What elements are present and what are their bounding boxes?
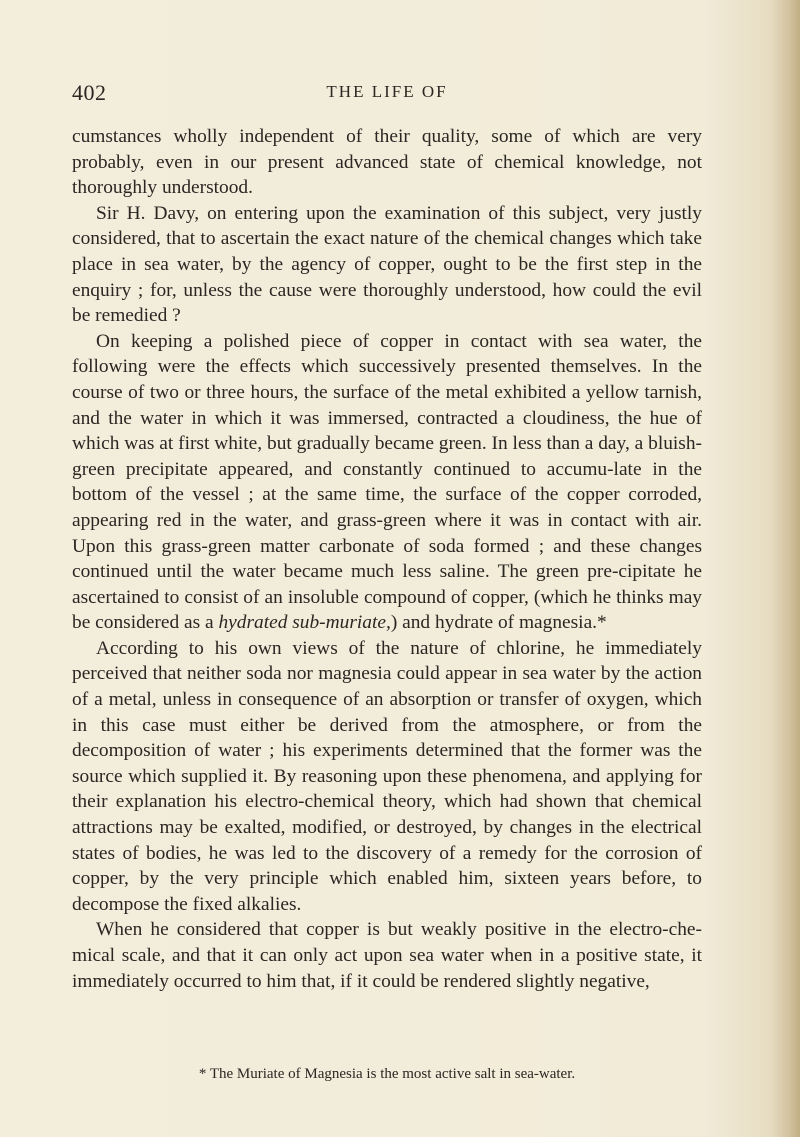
paragraph-2: Sir H. Davy, on entering upon the examination of this subject, very justly considered, that to ascertain the exact nature of the chemical changes which take place in sea water, by the agency of copper, ought to be the first step in the enquiry ; for, unless the cause were thoroughly understood, how could the evil be remedied ? [72, 202, 702, 327]
paragraph-3-text: On keeping a polished piece of copper in contact with sea water, the following were the effects which successively presented themselves. In the course of two or three hours, the surface of the metal exhibited a yellow tarnish, and the water in which it was immersed, contracted a cloudiness, the hue of which was at first white, but gradually became green. In less than a day, a bluish-green precipitate appeared, and constantly continued to accumu-late in the bottom of the vessel ; at the same time, the surface of the copper corroded, appearing red in the water, and grass-green where it was in contact with air. Upon this grass-green matter carbonate of soda formed ; and these changes continued until the water became much less saline. The green pre-cipitate he ascertained to consist of an insoluble compound of copper, (which he thinks may be considered as a [72, 330, 702, 634]
footnote: * The Muriate of Magnesia is the most active salt in sea-water. [198, 1066, 576, 1082]
running-title: THE LIFE OF [326, 82, 448, 101]
paragraph-1: cumstances wholly independent of their quality, some of which are very probably, even in our present advanced state of chemical knowledge, not thoroughly understood. [72, 126, 702, 199]
paragraph-3-italic: hydrated sub-muriate, [218, 612, 391, 634]
paragraph-3 [72, 329, 702, 636]
paragraph-5: When he considered that copper is but weakly positive in the electro-che-mical scale, and that it can only act upon sea water when in a positive state, it immediately occurred to him that, if it could be rendered slightly negative, [72, 919, 702, 992]
body-text [72, 124, 702, 994]
page-number: 402 [72, 80, 107, 105]
paragraph-3-tail: ) and hydrate of magnesia.* [390, 612, 607, 634]
page-edge-shadow [772, 0, 800, 1137]
paragraph-4: According to his own views of the nature of chlorine, he immediately perceived that neither soda nor magnesia could appear in sea water by the action of a metal, unless in consequence of an absorption or transfer of oxygen, which in this case must either be derived from the atmosphere, or from the decomposition of water ; his experiments determined that the former was the source which supplied it. By reasoning upon these phenomena, and applying for their explanation his electro-chemical theory, which had shown that chemical attractions may be exalted, modified, or destroyed, by changes in the electrical states of bodies, he was led to the discovery of a remedy for the corrosion of copper, by the very principle which enabled him, sixteen years before, to decompose the fixed alkalies. [72, 637, 702, 915]
page-header [72, 80, 702, 110]
